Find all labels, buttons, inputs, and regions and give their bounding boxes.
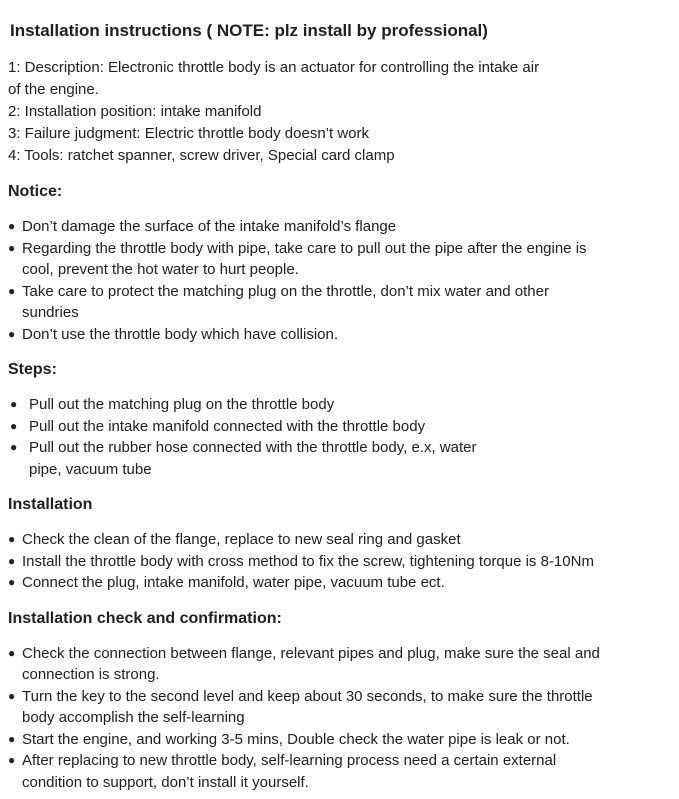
list-item-line: Take care to protect the matching plug on the throttle, don’t mix water and other (22, 282, 549, 300)
list-item-line: sundries (22, 304, 79, 321)
list-item-line: Pull out the rubber hose connected with the throttle body, e.x, water (29, 439, 477, 456)
list-item (8, 416, 663, 438)
section-heading-notice: Notice: (8, 183, 63, 200)
list-item-line: pipe, vacuum tube (29, 460, 152, 478)
section-heading-installation-check: Installation check and confirmation: (8, 609, 282, 627)
bullet-icon: ● (8, 326, 16, 341)
list-item (8, 394, 663, 416)
list-item-line: body accomplish the self-learning (22, 709, 245, 726)
list-item (8, 572, 663, 594)
bullet-icon: ● (8, 688, 16, 703)
bullet-icon: ● (10, 440, 18, 454)
bullet-list (8, 394, 663, 480)
list-item (8, 529, 663, 551)
bullet-icon: ● (8, 645, 16, 660)
list-item-line: Install the throttle body with cross method to fix the screw, tightening torque is 8-10Nm (22, 552, 594, 570)
list-item-line: Check the connection between flange, relevant pipes and plug, make sure the seal and (22, 644, 600, 662)
intro-line: 3: Failure judgment: Electric throttle body doesn’t work (8, 125, 370, 142)
list-item-line: After replacing to new throttle body, self-learning process need a certain external (22, 752, 557, 769)
list-item-line: condition to support, don’t install it yourself. (22, 773, 309, 791)
intro-line: 1: Description: Electronic throttle body is an actuator for controlling the intake air (8, 59, 540, 76)
intro-line: 4: Tools: ratchet spanner, screw driver, Special card clamp (8, 147, 395, 164)
intro-line: of the engine. (8, 81, 99, 98)
intro-line: 2: Installation position: intake manifold (8, 103, 262, 120)
list-item-line: Check the clean of the flange, replace to new seal ring and gasket (22, 531, 461, 548)
bullet-icon: ● (8, 240, 16, 255)
list-item-line: Connect the plug, intake manifold, water pipe, vacuum tube ect. (22, 574, 445, 591)
section-heading-installation: Installation (8, 496, 93, 513)
list-item (8, 551, 663, 573)
list-item-line: connection is strong. (22, 666, 160, 683)
list-item (8, 750, 663, 793)
bullet-icon: ● (8, 219, 16, 233)
bullet-icon: ● (8, 553, 16, 568)
list-item-line: Don’t damage the surface of the intake manifold’s flange (22, 218, 397, 235)
list-item (8, 437, 663, 480)
section-heading-steps: Steps: (8, 361, 57, 378)
bullet-icon: ● (8, 532, 16, 546)
list-item (8, 686, 663, 729)
section-notice (8, 182, 663, 345)
bullet-list (8, 216, 663, 345)
page-title: Installation instructions ( NOTE: plz install by professional) (10, 21, 488, 40)
list-item (8, 643, 663, 686)
list-item-line: cool, prevent the hot water to hurt people. (22, 261, 299, 278)
list-item-line: Start the engine, and working 3-5 mins, Double check the water pipe is leak or not. (22, 730, 570, 748)
intro-paragraph (8, 57, 663, 167)
list-item-line: Turn the key to the second level and keep about 30 seconds, to make sure the throttle (22, 687, 593, 705)
section-installation (8, 495, 663, 594)
bullet-icon: ● (8, 575, 16, 589)
bullet-icon: ● (10, 397, 18, 411)
bullet-icon: ● (10, 418, 18, 433)
section-installation-check (8, 609, 663, 794)
list-item (8, 729, 663, 751)
bullet-list (8, 643, 663, 794)
list-item-line: Pull out the matching plug on the throttle body (29, 396, 335, 413)
list-item-line: Regarding the throttle body with pipe, take care to pull out the pipe after the engine is (22, 239, 587, 257)
bullet-list (8, 529, 663, 594)
list-item (8, 324, 663, 346)
list-item-line: Pull out the intake manifold connected with the throttle body (29, 417, 426, 435)
list-item (8, 238, 663, 281)
list-item (8, 281, 663, 324)
section-steps (8, 360, 663, 480)
list-item (8, 216, 663, 238)
bullet-icon: ● (8, 283, 16, 298)
list-item-line: Don’t use the throttle body which have collision. (22, 325, 339, 343)
bullet-icon: ● (8, 731, 16, 746)
bullet-icon: ● (8, 753, 16, 767)
